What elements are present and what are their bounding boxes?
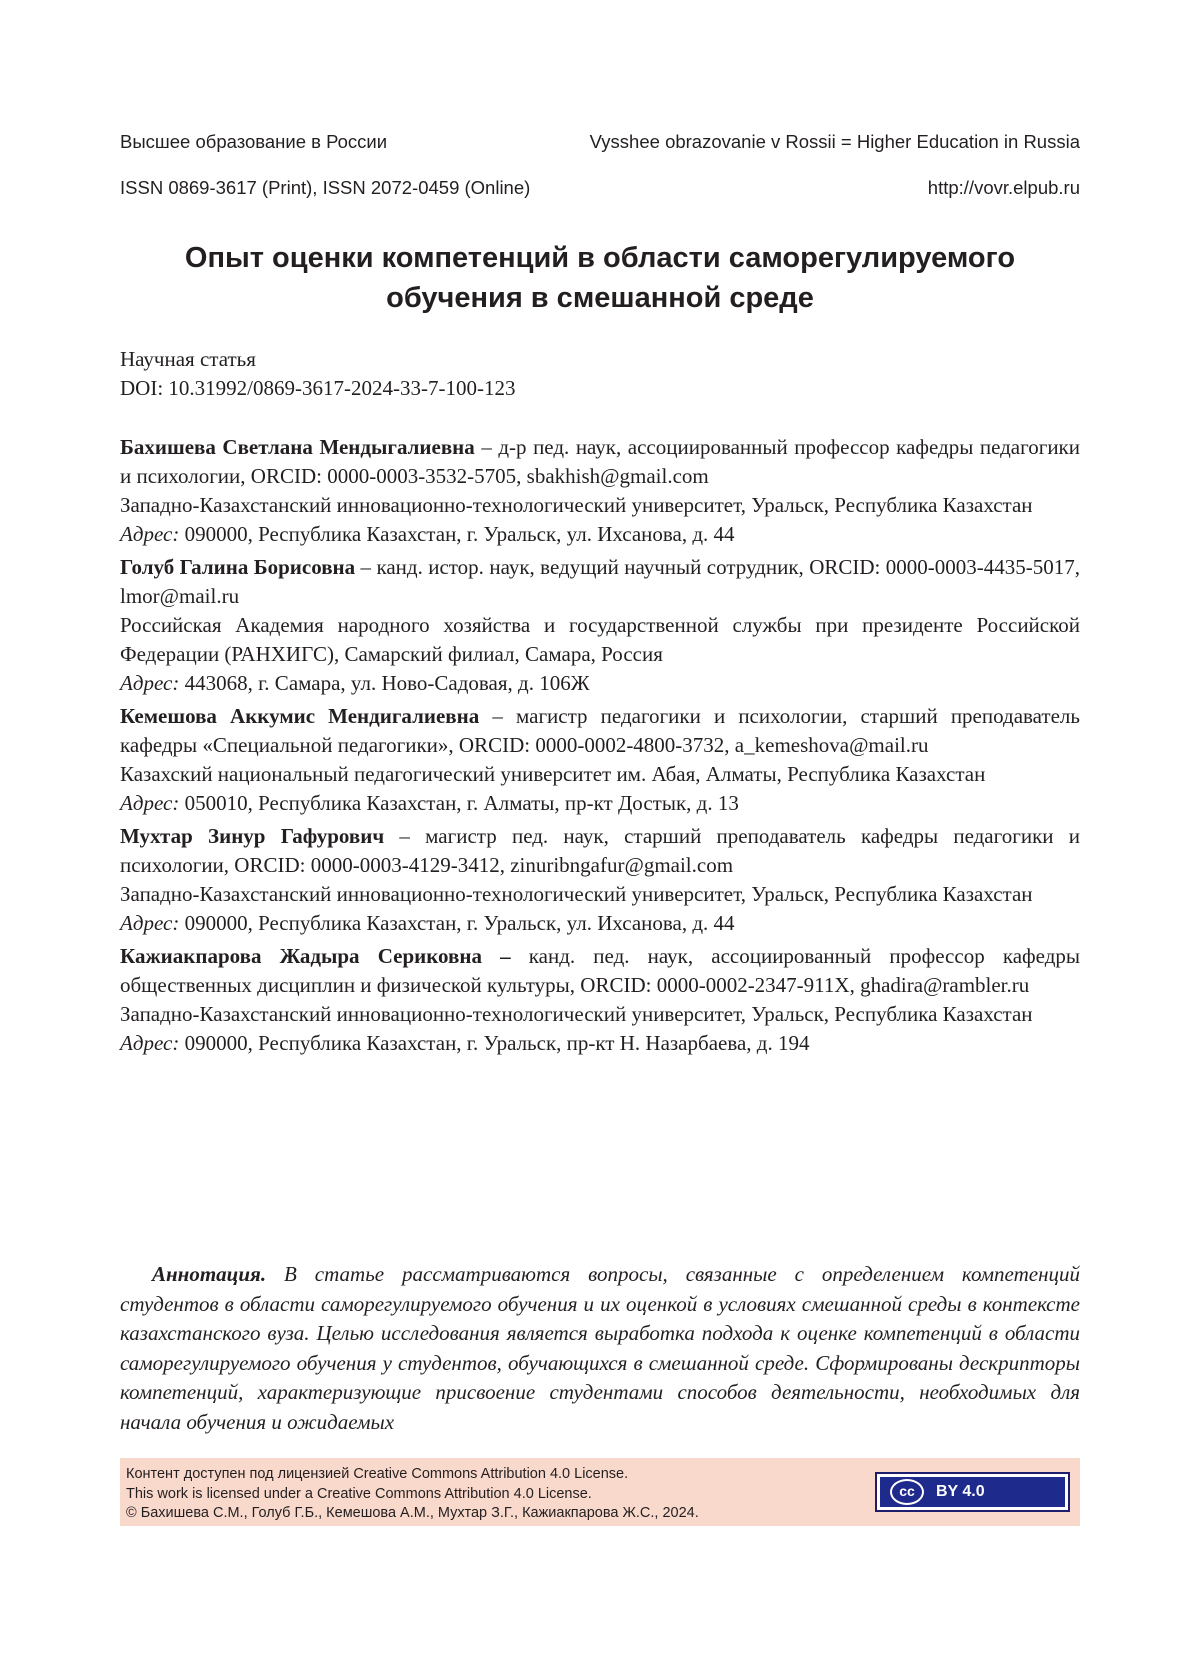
author-name: Мухтар Зинур Гафурович — [120, 824, 385, 848]
author-name: Голуб Галина Борисовна — [120, 555, 356, 579]
author-line — [120, 702, 1080, 760]
author-affiliation: Западно-Казахстанский инновационно-технологический университет, Уральск, Республика Казахстан — [120, 1002, 1033, 1026]
copyright-line: © Бахишева С.М., Голуб Г.Б., Кемешова А.М., Мухтар З.Г., Кажиакпарова Ж.С., 2024. — [126, 1505, 699, 1521]
address-label: Адрес: — [120, 911, 180, 935]
author-line — [120, 822, 1080, 880]
cc-by-badge[interactable] — [875, 1472, 1070, 1512]
cc-version: BY 4.0 — [936, 1483, 985, 1501]
article-title — [120, 238, 1080, 318]
author-entry — [120, 433, 1080, 549]
author-address — [120, 520, 1080, 549]
article-doi[interactable]: DOI: 10.31992/0869-3617-2024-33-7-100-123 — [120, 376, 516, 400]
author-details: – магистр педагогики и психологии, старший преподаватель кафедры «Специальной педагогики», ORCID: 0000-0002-4800-3732, a_kemeshova@mail.ru — [120, 704, 1080, 757]
author-address — [120, 1029, 1080, 1058]
abstract-label: Аннотация. — [152, 1262, 267, 1286]
issn-text: ISSN 0869-3617 (Print), ISSN 2072-0459 (Online) — [120, 177, 531, 198]
license-text — [126, 1465, 866, 1524]
author-affiliation: Казахский национальный педагогический университет им. Абая, Алматы, Республика Казахстан — [120, 762, 986, 786]
author-entry — [120, 942, 1080, 1058]
address-label: Адрес: — [120, 522, 180, 546]
journal-name-ru: Высшее образование в России — [120, 131, 388, 152]
address-text: 050010, Республика Казахстан, г. Алматы, пр-кт Достык, д. 13 — [179, 791, 739, 815]
author-name: Кажиакпарова Жадыра Сериковна – — [120, 944, 511, 968]
author-details: – д-р пед. наук, ассоциированный профессор кафедры педагогики и психологии, ORCID: 0000-0003-3532-5705, sbakhish@gmail.com — [120, 435, 1080, 488]
authors-list — [120, 433, 1080, 1062]
author-details: – магистр пед. наук, старший преподаватель кафедры педагогики и психологии, ORCID: 0000-0003-4129-3412, zinuribngafur@gmail.com — [120, 824, 1080, 877]
creative-commons-icon: cc — [890, 1479, 924, 1505]
article-page — [120, 0, 1080, 1658]
journal-url[interactable]: http://vovr.elpub.ru — [927, 177, 1080, 198]
author-affiliation: Западно-Казахстанский инновационно-технологический университет, Уральск, Республика Казахстан — [120, 493, 1033, 517]
abstract-text: В статье рассматриваются вопросы, связанные с определением компетенций студентов в области саморегулируемого обучения и их оценкой в условиях смешанной среды в контексте казахстанского вуза. Целью исследования является выработка подхода к оценке компетенций в области саморегулируемого обучения у студентов, обучающихся в смешанной среде. Сформированы дескрипторы компетенций, характеризующие присвоение студентами способов деятельности, необходимых для начала обучения и ожидаемых — [120, 1262, 1080, 1434]
license-line-en: This work is licensed under a Creative Commons Attribution 4.0 License. — [126, 1485, 592, 1502]
address-text: 090000, Республика Казахстан, г. Уральск, пр-кт Н. Назарбаева, д. 194 — [179, 1031, 810, 1055]
author-entry — [120, 822, 1080, 938]
author-line — [120, 433, 1080, 491]
author-line — [120, 553, 1080, 611]
author-affiliation: Западно-Казахстанский инновационно-технологический университет, Уральск, Республика Казахстан — [120, 882, 1033, 906]
title-line-2: обучения в смешанной среде — [386, 282, 814, 314]
author-affiliation: Российская Академия народного хозяйства и государственной службы при президенте Российской Федерации (РАНХИГС), Самарский филиал, Самара, Россия — [120, 613, 1080, 666]
address-text: 443068, г. Самара, ул. Ново-Садовая, д. 106Ж — [179, 671, 590, 695]
author-entry — [120, 553, 1080, 698]
title-line-1: Опыт оценки компетенций в области саморегулируемого — [184, 242, 1016, 274]
abstract — [120, 1260, 1080, 1437]
license-line-ru: Контент доступен под лицензией Creative Commons Attribution 4.0 License. — [126, 1466, 629, 1482]
address-label: Адрес: — [120, 671, 180, 695]
address-label: Адрес: — [120, 791, 180, 815]
author-details: – канд. истор. наук, ведущий научный сотрудник, ORCID: 0000-0003-4435-5017, lmor@mail.ru — [120, 555, 1080, 608]
running-header — [120, 131, 1080, 153]
author-address — [120, 909, 1080, 938]
address-text: 090000, Республика Казахстан, г. Уральск, ул. Ихсанова, д. 44 — [179, 522, 735, 546]
author-name: Кемешова Аккумис Мендигалиевна — [120, 704, 480, 728]
author-line — [120, 942, 1080, 1000]
author-address — [120, 669, 1080, 698]
journal-name-en: Vysshee obrazovanie v Rossii = Higher Education in Russia — [589, 131, 1080, 152]
license-box — [120, 1458, 1080, 1526]
author-name: Бахишева Светлана Мендыгалиевна — [120, 435, 475, 459]
author-details: канд. пед. наук, ассоциированный профессор кафедры общественных дисциплин и физической культуры, ORCID: 0000-0002-2347-911X, ghadira@rambler.ru — [120, 944, 1080, 997]
article-meta — [120, 345, 1080, 403]
address-text: 090000, Республика Казахстан, г. Уральск, ул. Ихсанова, д. 44 — [179, 911, 735, 935]
article-type: Научная статья — [120, 347, 256, 371]
cc-badge-inner — [880, 1477, 1065, 1507]
issn-header — [120, 177, 1080, 199]
address-label: Адрес: — [120, 1031, 180, 1055]
author-address — [120, 789, 1080, 818]
author-entry — [120, 702, 1080, 818]
